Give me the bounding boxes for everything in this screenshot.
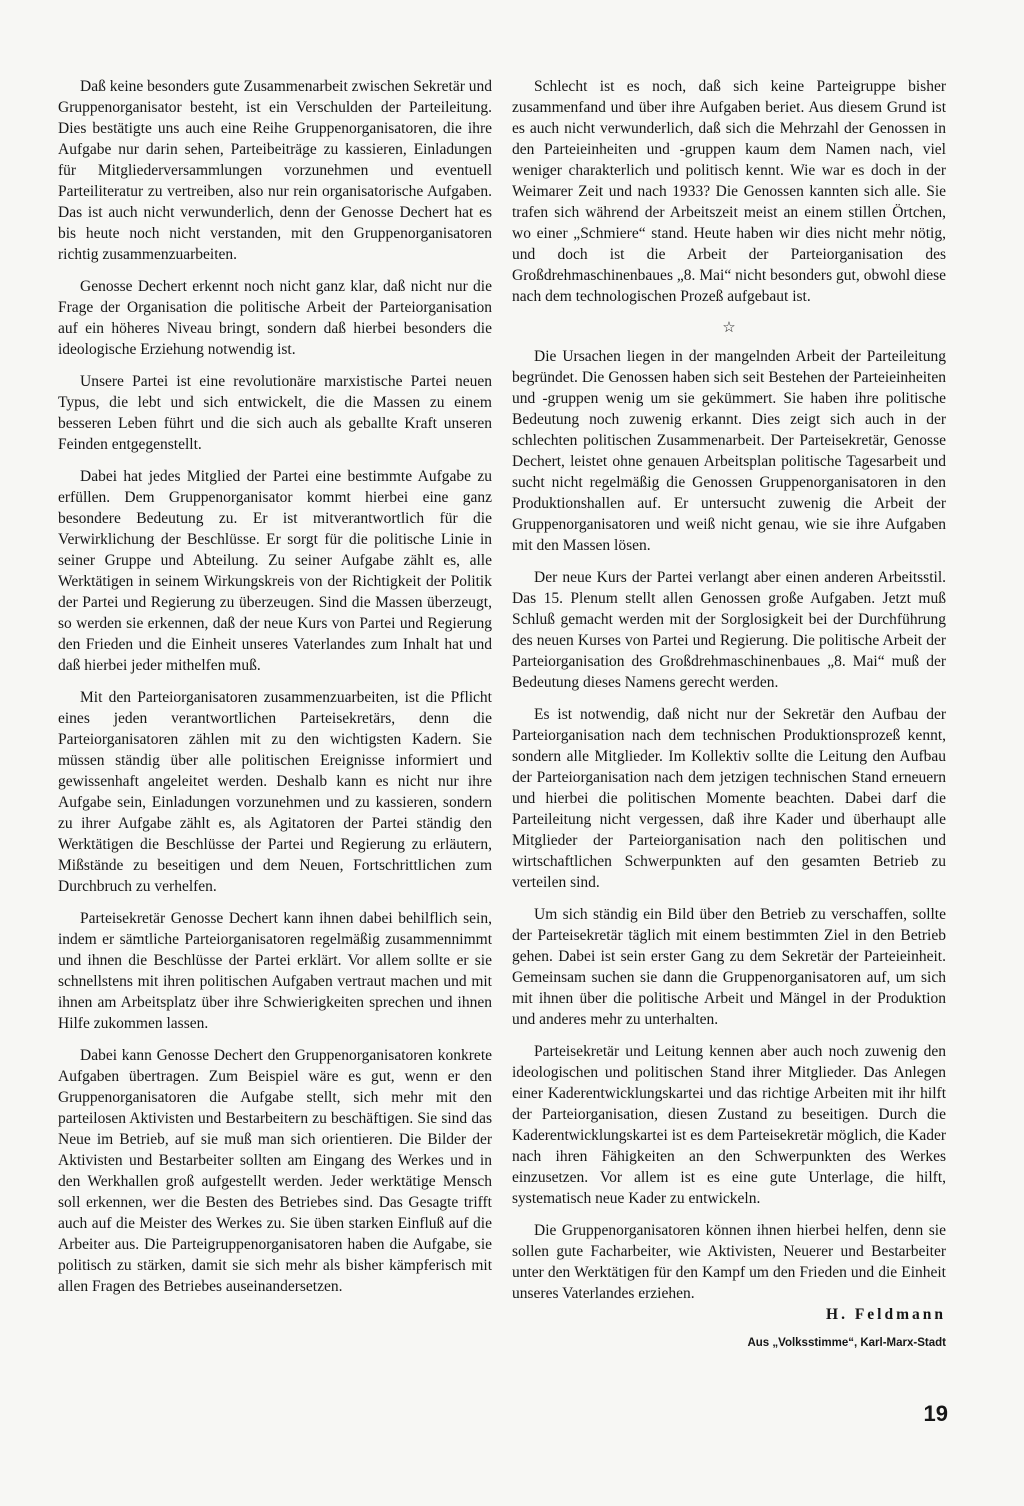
paragraph: Schlecht ist es noch, daß sich keine Parteigruppe bisher zusammenfand und über ihre Aufgaben beriet. Aus diesem Grund ist es auch nicht verwunderlich, daß sich die Mehrzahl der Genossen in den Parteieinheiten und -gruppen kaum dem Namen nach, viel weniger charakterlich und politisch kennt. Wie war es doch in der Weimarer Zeit und nach 1933? Die Genossen kannten sich alle. Sie trafen sich während der Arbeitszeit meist an einem stillen Örtchen, wo einer „Schmiere“ stand. Heute haben wir dies nicht mehr nötig, und doch ist die Arbeit der Parteiorganisation des Großdrehmaschinenbaues „8. Mai“ nicht besonders gut, obwohl diese nach dem technologischen Prozeß aufgebaut ist.: [512, 78, 946, 305]
paragraph: Der neue Kurs der Partei verlangt aber einen anderen Arbeitsstil. Das 15. Plenum stellt allen Genossen große Aufgaben. Jetzt muß Schluß gemacht werden mit der Sorglosigkeit bei der Durchführung des neuen Kurses von Partei und Regierung. Die politische Arbeit der Parteiorganisation des Großdrehmaschinenbaues „8. Mai“ muß der Bedeutung dieses Namens gerecht werden.: [512, 569, 946, 691]
paragraph: Dabei hat jedes Mitglied der Partei eine bestimmte Aufgabe zu erfüllen. Dem Gruppenorganisator kommt hierbei eine ganz besondere Bedeutung zu. Er ist mitverantwortlich für die Verwirklichung der Beschlüsse. Er sorgt für die politische Linie in seiner Gruppe und Abteilung. Zu seiner Aufgabe zählt es, alle Werktätigen in seinem Wirkungskreis von der Richtigkeit der Politik der Partei und Regierung zu überzeugen. Sind die Massen überzeugt, so werden sie erkennen, daß der neue Kurs von Partei und Regierung den Frieden und die Einheit unseres Vaterlandes zum Inhalt hat und daß hierbei jeder mithelfen muß.: [58, 468, 492, 674]
paragraph: Die Gruppenorganisatoren können ihnen hierbei helfen, denn sie sollen gute Facharbeiter, wie Aktivisten, Neuerer und Bestarbeiter unter den Werktätigen für den Kampf um den Frieden und die Einheit unseres Vaterlandes erziehen.: [512, 1222, 946, 1302]
paragraph: Es ist notwendig, daß nicht nur der Sekretär den Aufbau der Parteiorganisation nach dem technischen Produktionsprozeß kennt, sondern alle Mitglieder. Im Kollektiv sollte die Leitung den Aufbau der Parteiorganisation nach dem jetzigen technischen Stand erneuern und hierbei die politischen Momente beachten. Dabei darf die Parteileitung nicht vergessen, daß ihre Kader und überhaupt alle Mitglieder der Parteiorganisation nach den politischen und wirtschaftlichen Schwerpunkten auf den gesamten Betrieb zu verteilen sind.: [512, 706, 946, 891]
paragraph: Mit den Parteiorganisatoren zusammenzuarbeiten, ist die Pflicht eines jeden verantwortlichen Parteisekretärs, denn die Parteiorganisatoren zählen mit zu den wichtigsten Kadern. Sie müssen ständig über alle politischen Ereignisse informiert und gewissenhaft angeleitet werden. Deshalb kann es nicht nur ihre Aufgabe sein, Einladungen vorzunehmen und zu kassieren, sondern zu ihrer Aufgabe zählt es, als Agitatoren der Partei ständig den Werktätigen die Beschlüsse der Partei und Regierung zu erläutern, Mißstände zu beseitigen und dem Neuen, Fortschrittlichen zum Durchbruch zu verhelfen.: [58, 689, 492, 895]
paragraph: Dabei kann Genosse Dechert den Gruppenorganisatoren konkrete Aufgaben übertragen. Zum Beispiel wäre es gut, wenn er den Gruppenorganisatoren die Aufgabe stellt, sich mehr mit den parteilosen Aktivisten und Bestarbeitern zu beschäftigen. Sie sind das Neue im Betrieb, auf sie muß man sich orientieren. Die Bilder der Aktivisten und Bestarbeiter sollten am Eingang des Werkes und in den Werkhallen groß aufgestellt werden. Jeder werktätige Mensch soll erkennen, wer die Besten des Betriebes sind. Das Gesagte trifft auch auf die Meister des Werkes zu. Sie üben starken Einfluß auf die Arbeiter aus. Die Parteigruppenorganisatoren haben die Aufgabe, sie politisch zu stärken, damit sie sich mehr als bisher kämpferisch mit allen Fragen des Betriebes auseinandersetzen.: [58, 1047, 492, 1295]
paragraph: Parteisekretär und Leitung kennen aber auch noch zuwenig den ideologischen und politischen Stand ihrer Mitglieder. Das Anlegen einer Kaderentwicklungskartei und das richtige Arbeiten mit ihr hilft der Parteiorganisation, diesen Zustand zu beseitigen. Durch die Kaderentwicklungskartei ist es dem Parteisekretär möglich, die Kader nach ihren Fähigkeiten an den Schwerpunkten des Werkes einzusetzen. Vor allem ist es eine gute Unterlage, die hilft, systematisch neue Kader zu entwickeln.: [512, 1043, 946, 1207]
star-separator-icon: ☆: [722, 320, 736, 336]
paragraph: Um sich ständig ein Bild über den Betrieb zu verschaffen, sollte der Parteisekretär täglich mit einem bestimmten Ziel in den Betrieb gehen. Dabei ist sein erster Gang zu dem Sekretär der Parteieinheit. Gemeinsam suchen sie dann die Gruppenorganisatoren auf, um sich mit ihnen über die politische Arbeit und Mängel in der Produktion und anderes mehr zu unterhalten.: [512, 906, 946, 1028]
paragraph: Die Ursachen liegen in der mangelnden Arbeit der Parteileitung begründet. Die Genossen haben sich seit Bestehen der Parteieinheiten und -gruppen wenig um sie gekümmert. Sie haben ihre politische Bedeutung noch zuwenig erkannt. Dies zeigt sich auch in der schlechten politischen Zusammenarbeit. Der Parteisekretär, Genosse Dechert, leistet ohne genauen Arbeitsplan politische Tagesarbeit und sucht nicht regelmäßig die Genossen Gruppenorganisatoren in den Produktionshallen auf. Er untersucht zuwenig die Arbeit der Gruppenorganisatoren und weiß nicht genau, wie sie ihre Aufgaben mit den Massen lösen.: [512, 348, 946, 554]
paragraph: Daß keine besonders gute Zusammenarbeit zwischen Sekretär und Gruppenorganisator besteht, ist ein Verschulden der Parteileitung. Dies bestätigte uns auch eine Reihe Gruppenorganisatoren, die ihre Aufgabe nur darin sehen, Parteibeiträge zu kassieren, Einladungen für Mitgliederversammlungen vorzunehmen und eventuell Parteiliteratur zu vertreiben, also nur rein organisatorische Aufgaben. Das ist auch nicht verwunderlich, denn der Genosse Dechert hat es bis heute noch nicht verstanden, mit den Gruppenorganisatoren richtig zusammenzuarbeiten.: [58, 78, 492, 263]
source-attribution: Aus „Volksstimme“, Karl-Marx-Stadt: [747, 1337, 946, 1349]
right-column: [512, 76, 946, 1351]
document-page: [58, 76, 948, 1476]
paragraph: Parteisekretär Genosse Dechert kann ihnen dabei behilflich sein, indem er sämtliche Parteiorganisatoren regelmäßig zusammennimmt und ihnen die Beschlüsse der Partei erklärt. Vor allem sollte er sie schnellstens mit ihren politischen Aufgaben vertraut machen und mit ihnen am Arbeitsplatz über ihre Schwierigkeiten sprechen und ihnen Hilfe zukommen lassen.: [58, 910, 492, 1032]
page-number: 19: [923, 1401, 948, 1426]
paragraph: Unsere Partei ist eine revolutionäre marxistische Partei neuen Typus, die lebt und sich entwickelt, die die Massen zu einem besseren Leben führt und die sich auch als geballte Kraft unseren Feinden entgegenstellt.: [58, 373, 492, 453]
left-column: [58, 76, 492, 1308]
author-signature: H. Feldmann: [826, 1306, 946, 1323]
paragraph: Genosse Dechert erkennt noch nicht ganz klar, daß nicht nur die Frage der Organisation die politische Arbeit der Parteiorganisation auf ein höheres Niveau bringt, sondern daß hierbei besonders die ideologische Erziehung notwendig ist.: [58, 278, 492, 358]
